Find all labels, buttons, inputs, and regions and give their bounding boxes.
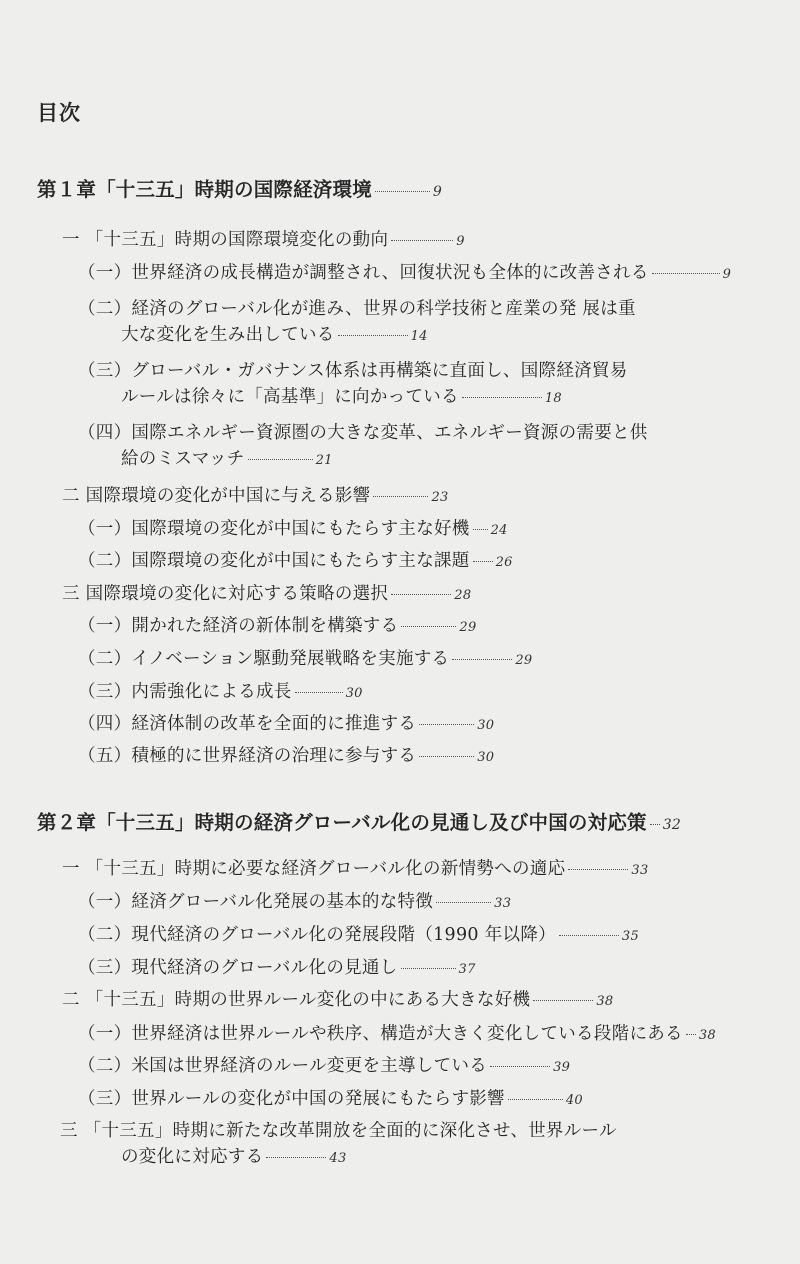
toc-page-number: 38 bbox=[596, 994, 614, 1009]
toc-leader-dots bbox=[533, 999, 593, 1001]
toc-leader-dots bbox=[473, 560, 493, 562]
toc-entry-text: 一 「十三五」時期に必要な経済グローバル化の新情勢への適応 bbox=[62, 859, 566, 879]
toc-entry-text: 第１章「十三五」時期の国際経済環境 bbox=[37, 178, 372, 201]
toc-entry-text: 三 「十三五」時期に新たな改革開放を全面的に深化させ、世界ルール bbox=[60, 1121, 617, 1141]
toc-page-number: 18 bbox=[544, 391, 563, 406]
toc-leader-dots bbox=[686, 1033, 696, 1035]
toc-leader-dots bbox=[373, 495, 428, 497]
toc-page-number: 43 bbox=[329, 1151, 347, 1166]
toc-leader-dots bbox=[490, 1065, 550, 1067]
toc-page-number: 32 bbox=[662, 817, 681, 833]
toc-page-number: 29 bbox=[459, 620, 477, 635]
toc-entry-text: （一）世界経済の成長構造が調整され、回復状況も全体的に改善される bbox=[78, 263, 649, 283]
toc-title: 目次 bbox=[37, 100, 81, 125]
toc-page-number: 26 bbox=[495, 555, 513, 570]
toc-page-number: 29 bbox=[515, 653, 533, 668]
toc-leader-dots bbox=[436, 901, 491, 903]
toc-leader-dots bbox=[473, 528, 488, 530]
toc-entry bbox=[78, 612, 477, 637]
toc-entry bbox=[78, 1085, 583, 1110]
toc-page-number: 23 bbox=[431, 490, 449, 505]
toc-entry-text: （一）経済グローバル化発展の基本的な特徴 bbox=[78, 892, 434, 912]
toc-entry bbox=[62, 855, 649, 880]
toc-leader-dots bbox=[419, 723, 474, 725]
toc-page-number: 9 bbox=[722, 267, 732, 282]
toc-page-number: 14 bbox=[410, 329, 428, 344]
toc-entry-text: （二）イノベーション駆動発展戦略を実施する bbox=[78, 649, 450, 669]
toc-page-number: 9 bbox=[432, 184, 443, 200]
toc-entry-text: （三）世界ルールの変化が中国の発展にもたらす影響 bbox=[78, 1089, 505, 1109]
toc-page-number: 37 bbox=[458, 962, 476, 977]
toc-entry bbox=[62, 482, 449, 507]
toc-entry bbox=[78, 742, 494, 767]
toc-leader-dots bbox=[391, 593, 451, 595]
toc-entry-text: （四）経済体制の改革を全面的に推進する bbox=[78, 714, 417, 734]
toc-page-number: 9 bbox=[456, 234, 465, 249]
toc-entry bbox=[78, 1052, 570, 1077]
toc-entry bbox=[78, 710, 494, 735]
toc-entry bbox=[78, 888, 511, 913]
toc-entry-text: 三 国際環境の変化に対応する策略の選択 bbox=[62, 584, 389, 604]
toc-leader-dots bbox=[462, 396, 542, 398]
toc-entry-text: ルールは徐々に「高基準」に向かっている bbox=[121, 387, 459, 407]
toc-page-number: 24 bbox=[490, 523, 508, 538]
toc-page-number: 30 bbox=[477, 718, 495, 733]
toc-entry-text: （一）国際環境の変化が中国にもたらす主な好機 bbox=[78, 519, 470, 539]
toc-leader-dots bbox=[266, 1156, 326, 1158]
toc-entry-text: （二）米国は世界経済のルール変更を主導している bbox=[78, 1056, 488, 1076]
toc-leader-dots bbox=[568, 868, 628, 870]
toc-entry-text: （二）経済のグローバル化が進み、世界の科学技術と産業の発 展は重 bbox=[78, 299, 636, 319]
toc-entry bbox=[78, 954, 476, 979]
toc-page-number: 30 bbox=[345, 686, 363, 701]
toc-page-number: 40 bbox=[565, 1093, 584, 1108]
toc-entry-text: の変化に対応する bbox=[121, 1147, 264, 1167]
toc-leader-dots bbox=[248, 458, 313, 460]
toc-entry bbox=[78, 921, 639, 946]
toc-leader-dots bbox=[452, 658, 512, 660]
toc-entry bbox=[78, 678, 363, 703]
toc-entry bbox=[78, 259, 731, 284]
toc-entry bbox=[62, 226, 465, 251]
toc-entry bbox=[60, 1117, 617, 1142]
toc-entry bbox=[121, 1143, 347, 1168]
toc-leader-dots bbox=[338, 334, 408, 336]
toc-page-number: 33 bbox=[494, 896, 512, 911]
toc-entry bbox=[121, 383, 562, 408]
toc-entry bbox=[121, 321, 428, 346]
toc-entry bbox=[37, 174, 442, 202]
toc-page-number: 39 bbox=[553, 1060, 571, 1075]
toc-leader-dots bbox=[559, 934, 619, 936]
toc-entry-text: （四）国際エネルギー資源圏の大きな変革、エネルギー資源の需要と供 bbox=[78, 423, 648, 443]
toc-entry-text: 二 「十三五」時期の世界ルール変化の中にある大きな好機 bbox=[62, 990, 531, 1010]
toc-page-number: 28 bbox=[454, 588, 472, 603]
toc-entry-text: （三）内需強化による成長 bbox=[78, 682, 292, 702]
toc-leader-dots bbox=[375, 190, 430, 192]
toc-leader-dots bbox=[391, 239, 453, 241]
toc-entry-text: 大な変化を生み出している bbox=[121, 325, 335, 345]
toc-leader-dots bbox=[295, 691, 343, 693]
toc-entry bbox=[78, 645, 533, 670]
toc-leader-dots bbox=[401, 967, 456, 969]
toc-entry-text: 一 「十三五」時期の国際環境変化の動向 bbox=[62, 230, 389, 250]
toc-entry bbox=[78, 1020, 716, 1045]
toc-entry-text: （二）現代経済のグローバル化の発展段階（1990 年以降） bbox=[78, 925, 556, 945]
toc-leader-dots bbox=[508, 1098, 563, 1100]
toc-page-number: 21 bbox=[315, 453, 333, 468]
toc-entry-text: （一）世界経済は世界ルールや秩序、構造が大きく変化している段階にある bbox=[78, 1024, 683, 1044]
toc-entry-text: （三）グローバル・ガバナンス体系は再構築に直面し、国際経済貿易 bbox=[78, 361, 628, 381]
toc-entry-text: 給のミスマッチ bbox=[121, 449, 245, 469]
toc-page-number: 35 bbox=[621, 929, 640, 944]
toc-entry-text: （五）積極的に世界経済の治理に参与する bbox=[78, 746, 417, 766]
toc-entry bbox=[62, 580, 471, 605]
toc-entry-text: （三）現代経済のグローバル化の見通し bbox=[78, 958, 398, 978]
toc-entry bbox=[78, 419, 648, 444]
toc-leader-dots bbox=[419, 755, 474, 757]
toc-entry bbox=[37, 807, 681, 835]
toc-leader-dots bbox=[650, 823, 660, 825]
toc-entry bbox=[121, 445, 333, 470]
toc-entry-text: 第２章「十三五」時期の経済グローバル化の見通し及び中国の対応策 bbox=[37, 811, 647, 834]
toc-page-number: 33 bbox=[631, 863, 649, 878]
toc-leader-dots bbox=[401, 625, 456, 627]
toc-entry-text: （一）開かれた経済の新体制を構築する bbox=[78, 616, 399, 636]
toc-entry bbox=[78, 515, 508, 540]
toc-leader-dots bbox=[652, 272, 720, 274]
toc-entry-text: （二）国際環境の変化が中国にもたらす主な課題 bbox=[78, 551, 470, 571]
toc-entry bbox=[78, 295, 636, 320]
toc-page-number: 38 bbox=[698, 1028, 717, 1043]
toc-entry bbox=[78, 357, 628, 382]
toc-entry bbox=[78, 547, 513, 572]
toc-entry bbox=[62, 986, 613, 1011]
toc-page-number: 30 bbox=[477, 750, 495, 765]
toc-entry-text: 二 国際環境の変化が中国に与える影響 bbox=[62, 486, 371, 506]
